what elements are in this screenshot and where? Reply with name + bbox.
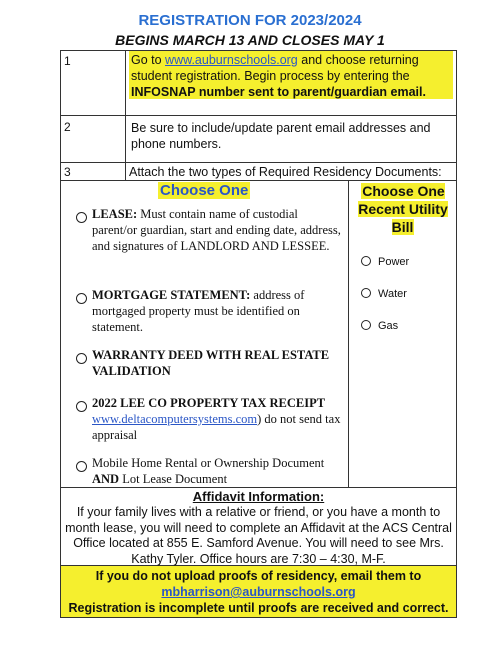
column-divider [125, 50, 126, 180]
document-title: REGISTRATION FOR 2023/2024 [138, 12, 362, 29]
radio-circle-icon [76, 401, 87, 412]
step-3-text: Attach the two types of Required Residency Documents: [129, 165, 442, 179]
radio-circle-icon [76, 212, 87, 223]
radio-circle-icon [76, 293, 87, 304]
document-subtitle: BEGINS MARCH 13 AND CLOSES MAY 1 [115, 32, 385, 48]
auburnschools-link[interactable]: www.auburnschools.org [165, 53, 298, 67]
affidavit-title: Affidavit Information: [192, 489, 325, 504]
delta-computer-link[interactable]: www.deltacomputersystems.com [92, 412, 258, 426]
warranty-deed-option[interactable]: WARRANTY DEED WITH REAL ESTATE VALIDATION [76, 347, 344, 379]
row-divider [60, 180, 457, 181]
radio-circle-icon [361, 320, 371, 330]
documents-heading: Choose One [160, 182, 249, 199]
footer-line1: If you do not upload proofs of residency, email them to [95, 569, 422, 583]
utility-heading: Choose One Recent Utility Bill [358, 183, 448, 235]
radio-circle-icon [76, 461, 87, 472]
row-number: 3 [64, 165, 71, 179]
row-divider [60, 162, 457, 163]
step-2-text: Be sure to include/update parent email addresses and phone numbers. [131, 121, 431, 151]
row-divider [60, 115, 457, 116]
utility-option-gas[interactable]: Gas [361, 320, 398, 332]
step-1-text: Go to www.auburnschools.org and choose returning student registration. Begin process by entering the INFOSNAP number sent to parent/guardian email. [129, 51, 453, 99]
radio-circle-icon [361, 288, 371, 298]
footer-line3: Registration is incomplete until proofs are received and correct. [68, 601, 449, 615]
row-number: 1 [64, 54, 71, 68]
row-number: 2 [64, 120, 71, 134]
email-link[interactable]: mbharrison@auburnschools.org [161, 585, 356, 599]
lease-option[interactable]: LEASE: Must contain name of custodial parent/or guardian, start and ending date, address, and signatures of LANDLORD AND LESSEE. [76, 206, 344, 254]
mobile-home-option[interactable]: Mobile Home Rental or Ownership Document AND Lot Lease Document [76, 455, 344, 487]
mortgage-option[interactable]: MORTGAGE STATEMENT: address of mortgaged property must be identified on statement. [76, 287, 344, 335]
affidavit-text: If your family lives with a relative or friend, or you have a month to month lease, you will need to complete an Affidavit at the ACS Central Office located at 855 E. Samford Avenue. You will need to see Mrs. Kathy Tyler. Office hours are 7:30 – 4:30, M-F. [65, 505, 452, 566]
utility-option-water[interactable]: Water [361, 288, 407, 300]
tax-receipt-option[interactable]: 2022 LEE CO PROPERTY TAX RECEIPT www.deltacomputersystems.com) do not send tax appraisal [76, 395, 344, 443]
column-divider [348, 180, 349, 487]
utility-option-power[interactable]: Power [361, 256, 409, 268]
radio-circle-icon [361, 256, 371, 266]
row-divider [60, 487, 457, 488]
radio-circle-icon [76, 353, 87, 364]
